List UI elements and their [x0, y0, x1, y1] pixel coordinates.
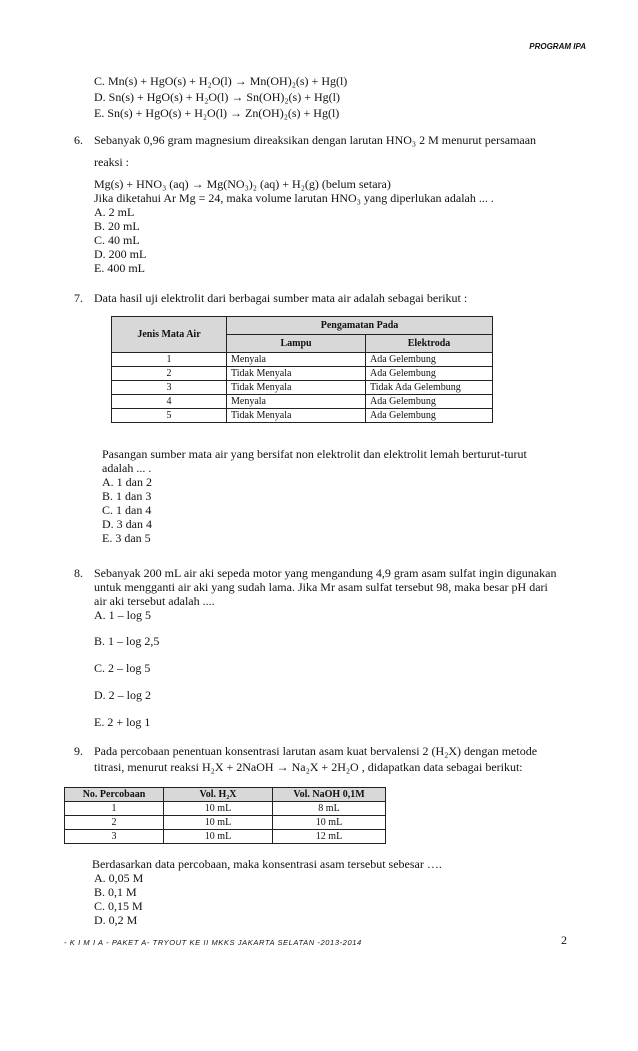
- cell-vol-acid: 10 mL: [164, 830, 273, 844]
- q8-option-b: B. 1 – log 2,5: [94, 634, 160, 648]
- col-header-source: Jenis Mata Air: [112, 317, 227, 353]
- q8-option-d: D. 2 – log 2: [94, 688, 151, 702]
- q6-option-c: C. 40 mL: [94, 233, 140, 247]
- col-header-trial: No. Percobaan: [65, 788, 164, 802]
- q6-option-d: D. 200 mL: [94, 247, 147, 261]
- q7-number: 7.: [74, 291, 83, 305]
- table-row: [112, 395, 493, 409]
- q6-number: 6.: [74, 133, 83, 147]
- q8-option-e: E. 2 + log 1: [94, 715, 151, 729]
- q6-options: [94, 205, 146, 275]
- q8-option-a: A. 1 – log 5: [94, 608, 151, 622]
- table-row: [65, 802, 386, 816]
- cell-trial: 3: [65, 830, 164, 844]
- cell-lamp: Tidak Menyala: [227, 409, 366, 423]
- q9-option-c: C. 0,15 M: [94, 899, 143, 913]
- q9-text-2: titrasi, menurut reaksi H₂X + 2NaOH → Na₂X + 2H₂O , didapatkan data sebagai berikut:: [94, 760, 523, 774]
- col-header-electrode: Elektroda: [366, 335, 493, 353]
- cell-vol-naoh: 10 mL: [273, 816, 386, 830]
- table-row: [112, 409, 493, 423]
- table-row: [65, 816, 386, 830]
- col-header-observation: Pengamatan Pada: [227, 317, 493, 335]
- cell-vol-acid: 10 mL: [164, 802, 273, 816]
- q7-question-2: adalah ... .: [102, 461, 152, 475]
- q7-option-a: A. 1 dan 2: [102, 475, 152, 489]
- q7-question-1: Pasangan sumber mata air yang bersifat non elektrolit dan elektrolit lemah berturut-turut: [102, 447, 527, 461]
- col-header-vol-acid: Vol. H₂X: [164, 788, 273, 802]
- q6-option-a: A. 2 mL: [94, 205, 135, 219]
- cell-source: 4: [112, 395, 227, 409]
- q7-options: [102, 475, 152, 545]
- cell-trial: 2: [65, 816, 164, 830]
- table-row: [112, 381, 493, 395]
- cell-source: 3: [112, 381, 227, 395]
- page-number: 2: [561, 933, 567, 947]
- q7-text: Data hasil uji elektrolit dari berbagai sumber mata air adalah sebagai berikut :: [94, 291, 468, 305]
- table-row: [112, 353, 493, 367]
- cell-electrode: Ada Gelembung: [366, 367, 493, 381]
- q5-option-e: E. Sn(s) + HgO(s) + H₂O(l) → Zn(OH)₂(s) + Hg(l): [94, 106, 340, 120]
- cell-source: 2: [112, 367, 227, 381]
- q9-question: Berdasarkan data percobaan, maka konsentrasi asam tersebut sebesar ….: [92, 857, 442, 871]
- cell-vol-acid: 10 mL: [164, 816, 273, 830]
- q5-options: [94, 74, 347, 120]
- q6-option-b: B. 20 mL: [94, 219, 140, 233]
- q9-number: 9.: [74, 744, 83, 758]
- q8-text-2: untuk mengganti air aki yang sudah lama. Jika Mr asam sulfat tersebut 98, maka besar pH dari: [94, 580, 548, 594]
- q5-option-d: D. Sn(s) + HgO(s) + H₂O(l) → Sn(OH)₂(s) + Hg(l): [94, 90, 340, 104]
- col-header-lamp: Lampu: [227, 335, 366, 353]
- cell-lamp: Menyala: [227, 395, 366, 409]
- cell-lamp: Menyala: [227, 353, 366, 367]
- cell-electrode: Ada Gelembung: [366, 353, 493, 367]
- cell-lamp: Tidak Menyala: [227, 381, 366, 395]
- q7-option-b: B. 1 dan 3: [102, 489, 152, 503]
- q6-text-2: reaksi :: [94, 155, 129, 169]
- page-footer: - K I M I A - PAKET A- TRYOUT KE II MKKS JAKARTA SELATAN -2013-2014: [64, 938, 362, 947]
- cell-electrode: Tidak Ada Gelembung: [366, 381, 493, 395]
- cell-lamp: Tidak Menyala: [227, 367, 366, 381]
- q8-text-3: air aki tersebut adalah ....: [94, 594, 215, 608]
- col-header-vol-naoh: Vol. NaOH 0,1M: [273, 788, 386, 802]
- q9-option-d: D. 0,2 M: [94, 913, 138, 927]
- table-row: [112, 367, 493, 381]
- q7-option-e: E. 3 dan 5: [102, 531, 151, 545]
- q8-number: 8.: [74, 566, 83, 580]
- q6-option-e: E. 400 mL: [94, 261, 145, 275]
- q8-option-c: C. 2 – log 5: [94, 661, 151, 675]
- q6-text-1: Sebanyak 0,96 gram magnesium direaksikan dengan larutan HNO₃ 2 M menurut persamaan: [94, 133, 537, 147]
- q8-text-1: Sebanyak 200 mL air aki sepeda motor yang mengandung 4,9 gram asam sulfat ingin digunakan: [94, 566, 557, 580]
- electrolyte-table: [111, 316, 493, 423]
- q7-option-c: C. 1 dan 4: [102, 503, 152, 517]
- q7-option-d: D. 3 dan 4: [102, 517, 152, 531]
- cell-trial: 1: [65, 802, 164, 816]
- cell-source: 5: [112, 409, 227, 423]
- table-row: [65, 830, 386, 844]
- cell-vol-naoh: 8 mL: [273, 802, 386, 816]
- q5-option-c: C. Mn(s) + HgO(s) + H₂O(l) → Mn(OH)₂(s) + Hg(l): [94, 74, 348, 88]
- q9-text-1: Pada percobaan penentuan konsentrasi larutan asam kuat bervalensi 2 (H₂X) dengan metode: [94, 744, 538, 758]
- q9-option-b: B. 0,1 M: [94, 885, 137, 899]
- titration-table: [64, 787, 386, 844]
- q9-option-a: A. 0,05 M: [94, 871, 144, 885]
- q6-text-3: Jika diketahui Ar Mg = 24, maka volume larutan HNO₃ yang diperlukan adalah ... .: [94, 191, 494, 205]
- cell-source: 1: [112, 353, 227, 367]
- cell-vol-naoh: 12 mL: [273, 830, 386, 844]
- q6-reaction: Mg(s) + HNO₃ (aq) → Mg(NO₃)₂ (aq) + H₂(g) (belum setara): [94, 177, 391, 191]
- cell-electrode: Ada Gelembung: [366, 395, 493, 409]
- page-header: PROGRAM IPA: [529, 42, 586, 51]
- q9-options: [94, 871, 143, 927]
- cell-electrode: Ada Gelembung: [366, 409, 493, 423]
